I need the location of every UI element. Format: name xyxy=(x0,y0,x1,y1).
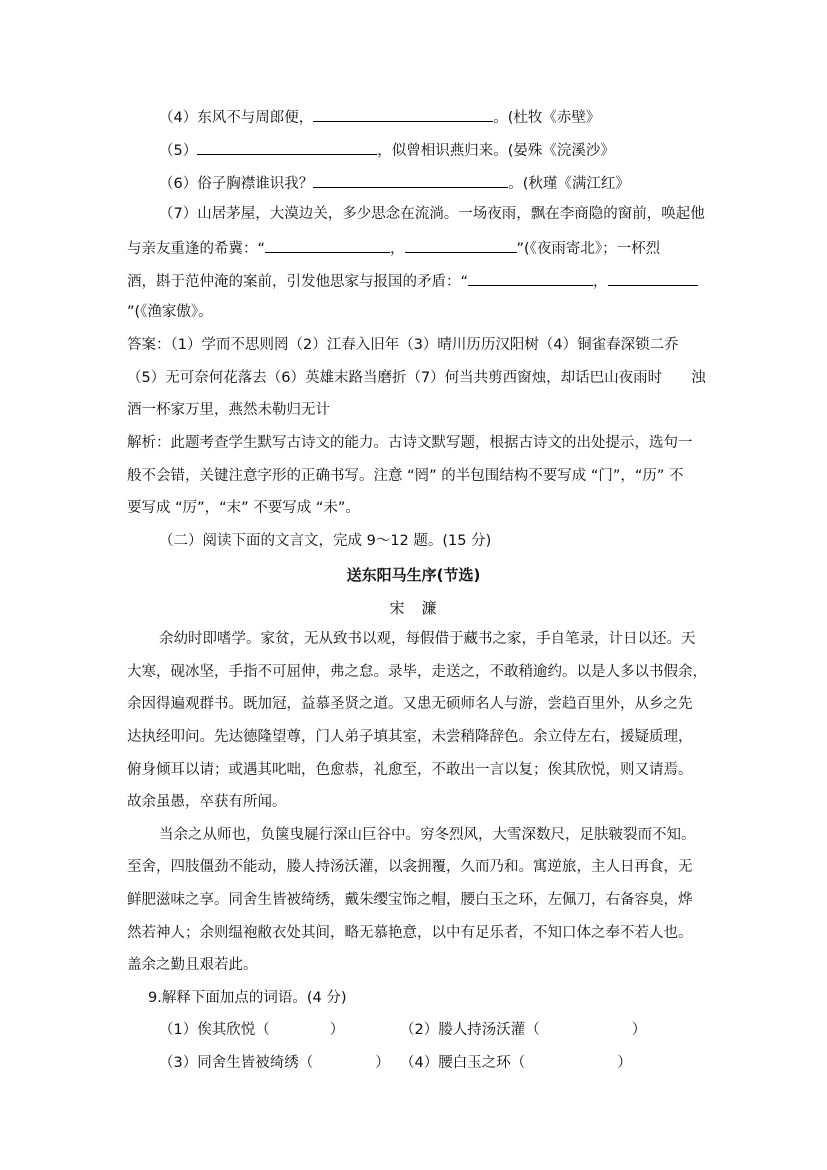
paragraph-1-line: 故余虽愚，卒获有所闻。 xyxy=(127,794,287,810)
question-9-item-2: （2）媵人持汤沃灌（ ） xyxy=(400,1022,647,1038)
answer-blank[interactable] xyxy=(313,106,493,122)
paragraph-1-line: 大寒，砚冰坚，手指不可屈伸，弗之怠。录毕，走送之，不敢稍逾约。以是人多以书假余， xyxy=(127,664,707,680)
question-9-item-3: （3）同舍生皆被绮绣（ ） xyxy=(159,1055,390,1071)
answer-blank[interactable] xyxy=(313,172,508,188)
question-7-line2: 与亲友重逢的希冀：“ ， ”(《夜雨寄北》；一杯烈 xyxy=(127,237,660,259)
answer-line: （5）无可奈何花落去（6）英雄末路当磨折（7）何当共剪西窗烛，却话巴山夜雨时 浊 xyxy=(127,370,706,386)
question-9-item-4: （4）腰白玉之环（ ） xyxy=(400,1055,632,1071)
paragraph-1-line: 俯身倾耳以请；或遇其叱咄，色愈恭，礼愈至，不敢出一言以复；俟其欣悦，则又请焉。 xyxy=(127,762,693,778)
paragraph-2-line: 至舍，四肢僵劲不能动，媵人持汤沃灌，以衾拥覆，久而乃和。寓逆旅，主人日再食，无 xyxy=(127,859,693,875)
article-author: 宋 濂 xyxy=(389,599,438,617)
article-title: 送东阳马生序(节选) xyxy=(346,566,481,584)
question-9-item-1: （1）俟其欣悦（ ） xyxy=(159,1022,345,1038)
paragraph-2-line: 然若神人；余则缊袍敝衣处其间，略无慕艳意，以中有足乐者，不知口体之奉不若人也。 xyxy=(127,925,693,941)
answer-blank[interactable] xyxy=(608,270,698,286)
question-7-line3: 酒，斟于范仲淹的案前，引发他思家与报国的矛盾：“ ， xyxy=(127,270,698,292)
question-7-line1: （7）山居茅屋，大漠边关，多少思念在流淌。一场夜雨，飘在李商隐的窗前，唤起他 xyxy=(159,206,705,222)
question-4: （4）东风不与周郎便， 。(杜牧《赤壁》 xyxy=(159,106,600,128)
answer-line: 酒一杯家万里，燕然未勒归无计 xyxy=(127,402,330,418)
paragraph-2-line: 当余之从师也，负箧曳屣行深山巨谷中。穷冬烈风，大雪深数尺，足肤皲裂而不知。 xyxy=(159,827,696,843)
paragraph-1-line: 余幼时即嗜学。家贫，无从致书以观，每假借于藏书之家，手自笔录，计日以还。天 xyxy=(159,631,696,647)
analysis-line: 解析：此题考查学生默写古诗文的能力。古诗文默写题，根据古诗文的出处提示，选句一 xyxy=(127,435,693,451)
paragraph-2-line: 鲜肥滋味之享。同舍生皆被绮绣，戴朱缨宝饰之帽，腰白玉之环，左佩刀，右备容臭，烨 xyxy=(127,892,693,908)
answer-blank[interactable] xyxy=(197,139,377,155)
analysis-line: 般不会错，关键注意字形的正确书写。注意 “罔” 的半包围结构不要写成 “门”，“历” 不 xyxy=(127,468,684,484)
answer-line: 答案：（1）学而不思则罔（2）江春入旧年（3）晴川历历汉阳树（4）铜雀春深锁二乔 xyxy=(127,337,679,353)
question-6: （6）俗子胸襟谁识我？ 。(秋瑾《满江红》 xyxy=(159,172,630,194)
section-heading: （二）阅读下面的文言文，完成 9～12 题。(15 分) xyxy=(159,533,492,549)
answer-blank[interactable] xyxy=(265,237,390,253)
question-7-line4: ”(《渔家傲》。 xyxy=(127,304,213,320)
paragraph-1-line: 达执经叩问。先达德隆望尊，门人弟子填其室，未尝稍降辞色。余立侍左右，援疑质理， xyxy=(127,729,693,745)
paragraph-1-line: 余因得遍观群书。既加冠，益慕圣贤之道。又患无硕师名人与游，尝趋百里外，从乡之先 xyxy=(127,696,693,712)
question-5: （5） ，似曾相识燕归来。(晏殊《浣溪沙》 xyxy=(159,139,615,161)
answer-blank[interactable] xyxy=(405,237,517,253)
analysis-line: 要写成 “厉”，“末” 不要写成 “未”。 xyxy=(127,500,360,516)
question-9-stem: 9.解释下面加点的词语。(4 分) xyxy=(148,990,347,1006)
paragraph-2-line: 盖余之勤且艰若此。 xyxy=(127,957,258,973)
answer-blank[interactable] xyxy=(468,270,593,286)
